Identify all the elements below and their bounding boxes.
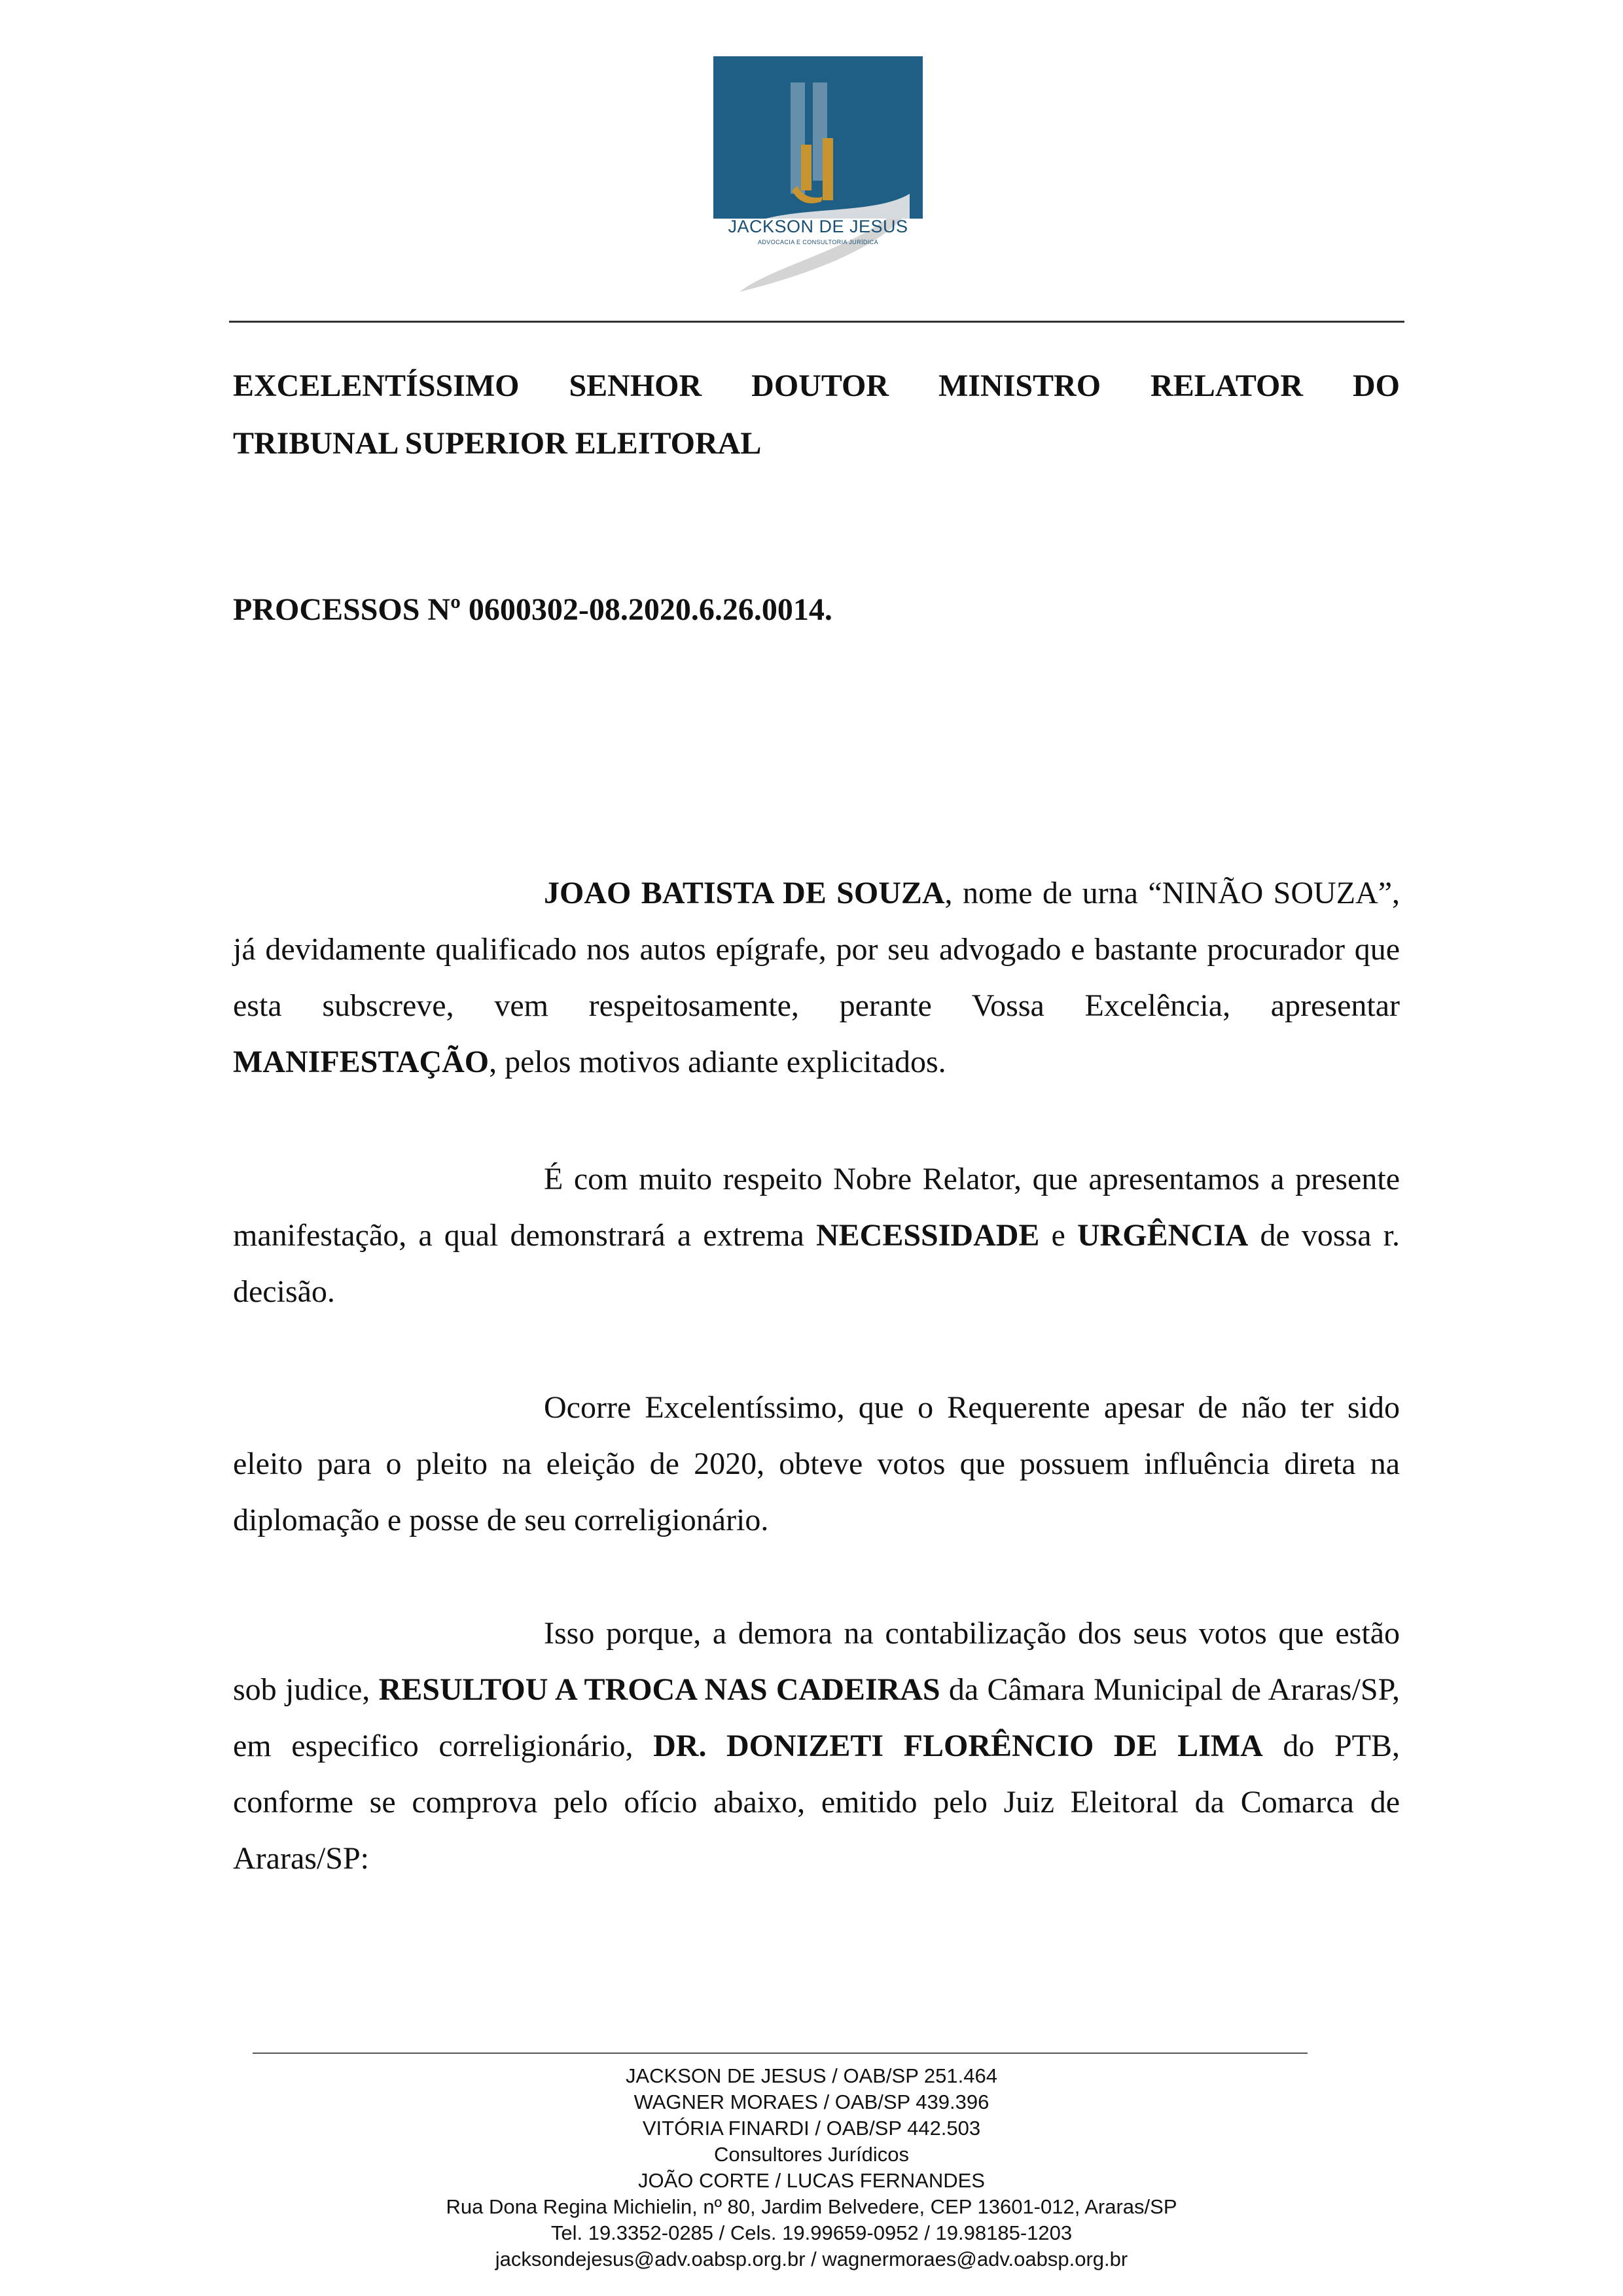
paragraph-votes: Ocorre Excelentíssimo, que o Requerente apesar de não ter sido eleito para o pleito na eleição de 2020, obteve votos que possuem influência direta na diplomação e posse de seu correligionário. <box>233 1390 1400 1537</box>
paragraph-seat-change <box>233 1605 1400 1887</box>
paragraph-urgency <box>233 1151 1400 1320</box>
paragraph-text: de vossa r. decisão. <box>233 1218 1400 1309</box>
paragraph-text: do PTB, conforme se comprova pelo ofício abaixo, emitido pelo Juiz Eleitoral da Comarca de Araras/SP: <box>233 1729 1400 1876</box>
paragraph-introduction <box>233 865 1400 1090</box>
paragraph-text: e <box>1039 1218 1077 1253</box>
footer-emails: jacksondejesus@adv.oabsp.org.br / wagnermoraes@adv.oabsp.org.br <box>495 2248 1128 2270</box>
paragraph-text: , nome de urna “NINÃO SOUZA”, já devidamente qualificado nos autos epígrafe, por seu advogado e bastante procurador que esta subscreve, vem respeitosamente, perante Vossa Excelência, apresentar <box>233 876 1400 1023</box>
heading-line-1: EXCELENTÍSSIMO SENHOR DOUTOR MINISTRO RELATOR DO <box>233 368 1400 403</box>
footer-line: WAGNER MORAES / OAB/SP 439.396 <box>633 2090 990 2113</box>
letterhead-footer <box>0 2063 1623 2272</box>
footer-line: JACKSON DE JESUS / OAB/SP 251.464 <box>625 2064 997 2087</box>
footer-line: VITÓRIA FINARDI / OAB/SP 442.503 <box>642 2117 981 2140</box>
firm-logo <box>713 56 923 292</box>
petitioner-name: JOAO BATISTA DE SOUZA <box>544 876 945 910</box>
logo-tagline: ADVOCACIA E CONSULTORIA JURÍDICA <box>757 239 878 245</box>
addressee-heading <box>233 357 1400 473</box>
heading-line-2: TRIBUNAL SUPERIOR ELEITORAL <box>233 426 762 461</box>
necessity-term: NECESSIDADE <box>815 1218 1040 1253</box>
logo-name: JACKSON DE JESUS <box>728 217 908 236</box>
paragraph-text: É com muito respeito Nobre Relator, que apresentamos a presente manifestação, a qual demonstrará a extrema <box>233 1162 1400 1253</box>
footer-line: Consultores Jurídicos <box>713 2143 910 2166</box>
process-number: PROCESSOS Nº 0600302-08.2020.6.26.0014. <box>233 592 832 627</box>
logo-emblem <box>713 56 923 292</box>
paragraph-text: da Câmara Municipal de Araras/SP, em especifico correligionário, <box>233 1672 1400 1763</box>
colleague-name: DR. DONIZETI FLORÊNCIO DE LIMA <box>653 1729 1263 1763</box>
footer-phones: Tel. 19.3352-0285 / Cels. 19.99659-0952 / 19.98185-1203 <box>550 2221 1073 2244</box>
footer-divider <box>253 2053 1308 2054</box>
urgency-term: URGÊNCIA <box>1077 1218 1249 1253</box>
footer-line: JOÃO CORTE / LUCAS FERNANDES <box>638 2169 985 2192</box>
footer-address: Rua Dona Regina Michielin, nº 80, Jardim Belvedere, CEP 13601-012, Araras/SP <box>446 2195 1177 2218</box>
seat-change-term: RESULTOU A TROCA NAS CADEIRAS <box>378 1672 940 1707</box>
header-divider <box>229 321 1404 323</box>
paragraph-text: , pelos motivos adiante explicitados. <box>489 1045 946 1079</box>
manifestation-term: MANIFESTAÇÃO <box>233 1045 490 1079</box>
paragraph-text: Isso porque, a demora na contabilização dos seus votos que estão sob judice, <box>233 1616 1400 1707</box>
